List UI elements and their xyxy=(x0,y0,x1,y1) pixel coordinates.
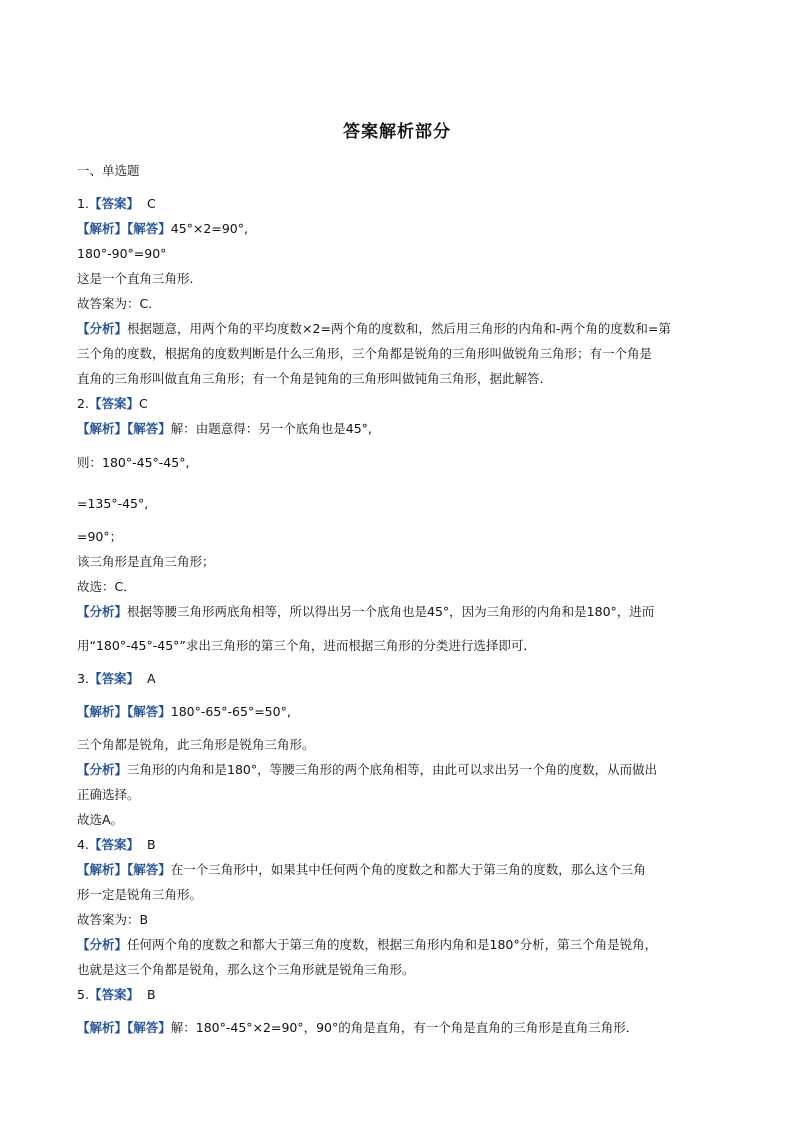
q4-analysis-line-2: 也就是这三个角都是锐角，那么这个三角形就是锐角三角形。 xyxy=(77,962,415,977)
q2-analysis-line-1 xyxy=(77,599,717,624)
q1-solution-text: 45°×2=90°, xyxy=(170,221,248,236)
q1-number: 1. xyxy=(77,196,89,211)
q2-answer-line xyxy=(77,391,717,416)
q2-conclusion: 故选：C． xyxy=(77,579,136,594)
q3-step-2: 三个角都是锐角，此三角形是锐角三角形。 xyxy=(77,737,315,752)
q4-answer-line xyxy=(77,832,717,857)
q1-analysis-line-2: 三个角的度数，根据角的度数判断是什么三角形，三个角都是锐角的三角形叫做锐角三角形；有一个角是 xyxy=(77,346,653,361)
q3-solution-text: 180°-65°-65°=50°, xyxy=(170,704,291,719)
q2-analysis-tag: 【分析】 xyxy=(77,604,128,619)
q3-number: 3. xyxy=(77,671,89,686)
q4-solution-tag: 【解析】【解答】 xyxy=(77,862,171,877)
q3-answer-tag: 【答案】 xyxy=(88,671,139,686)
q2-answer-tag: 【答案】 xyxy=(88,396,139,411)
q2-step-2: 则：180°-45°-45°, xyxy=(77,455,190,470)
q1-analysis-tag: 【分析】 xyxy=(77,321,128,336)
q5-solution-tag: 【解析】【解答】 xyxy=(77,1020,171,1035)
q2-analysis-line-2: 用“180°-45°-45°”求出三角形的第三个角，进而根据三角形的分类进行选择即可． xyxy=(77,638,536,653)
q3-answer: A xyxy=(146,671,156,686)
q1-answer-tag: 【答案】 xyxy=(88,196,139,211)
q3-analysis-line-2: 正确选择。 xyxy=(77,787,140,802)
q1-step-2: 180°-90°=90° xyxy=(77,246,167,261)
q1-answer-line xyxy=(77,191,717,216)
q3-analysis-line-1 xyxy=(77,757,717,782)
q2-step-5: 该三角形是直角三角形； xyxy=(77,554,215,569)
q3-solution-line xyxy=(77,699,717,724)
q5-solution-text: 解：180°-45°×2=90°，90°的角是直角，有一个角是直角的三角形是直角三角形． xyxy=(170,1020,639,1035)
q2-solution-line xyxy=(77,416,717,441)
q2-analysis-text-1: 根据等腰三角形两底角相等，所以得出另一个底角也是45°，因为三角形的内角和是180°，进而 xyxy=(127,604,655,619)
q1-analysis-line-1 xyxy=(77,316,717,341)
q5-answer-tag: 【答案】 xyxy=(88,987,139,1002)
q4-conclusion: 故答案为：B xyxy=(77,912,149,927)
q5-solution-line xyxy=(77,1015,717,1040)
q3-solution-tag: 【解析】【解答】 xyxy=(77,704,171,719)
q4-analysis-line-1 xyxy=(77,932,717,957)
page-title: 答案解析部分 xyxy=(343,122,451,142)
q4-number: 4. xyxy=(77,837,89,852)
q1-answer: C xyxy=(146,196,156,211)
section-heading: 一、单选题 xyxy=(77,163,140,178)
q1-step-3: 这是一个直角三角形. xyxy=(77,271,194,286)
q5-answer: B xyxy=(146,987,156,1002)
q1-solution-line xyxy=(77,216,717,241)
q1-conclusion: 故答案为：C. xyxy=(77,296,153,311)
q5-answer-line xyxy=(77,982,717,1007)
q1-analysis-text-1: 根据题意，用两个角的平均度数×2=两个角的度数和，然后用三角形的内角和-两个角的度数和=第 xyxy=(127,321,671,336)
q3-answer-line xyxy=(77,666,717,691)
q4-answer: B xyxy=(146,837,156,852)
q1-analysis-line-3: 直角的三角形叫做直角三角形；有一个角是钝角的三角形叫做钝角三角形，据此解答. xyxy=(77,371,544,386)
q3-conclusion: 故选A。 xyxy=(77,812,124,827)
q3-analysis-text-1: 三角形的内角和是180°，等腰三角形的两个底角相等，由此可以求出另一个角的度数，从而做出 xyxy=(127,762,658,777)
q4-solution-line-1 xyxy=(77,857,717,882)
q2-answer: C xyxy=(138,396,148,411)
q4-analysis-text-1: 任何两个角的度数之和都大于第三角的度数，根据三角形内角和是180°分析，第三个角是锐角， xyxy=(127,937,658,952)
q2-step-4: =90°； xyxy=(77,529,123,544)
q2-solution-tag: 【解析】【解答】 xyxy=(77,421,171,436)
q2-number: 2. xyxy=(77,396,89,411)
q4-answer-tag: 【答案】 xyxy=(88,837,139,852)
q3-analysis-tag: 【分析】 xyxy=(77,762,128,777)
q2-solution-text: 解：由题意得：另一个底角也是45°, xyxy=(170,421,372,436)
q2-step-3: =135°-45°, xyxy=(77,496,149,511)
q4-solution-line-2: 形一定是锐角三角形。 xyxy=(77,887,203,902)
q4-analysis-tag: 【分析】 xyxy=(77,937,128,952)
q1-solution-tag: 【解析】【解答】 xyxy=(77,221,171,236)
q5-number: 5. xyxy=(77,987,89,1002)
q4-solution-text-1: 在一个三角形中，如果其中任何两个角的度数之和都大于第三角的度数，那么这个三角 xyxy=(170,862,646,877)
